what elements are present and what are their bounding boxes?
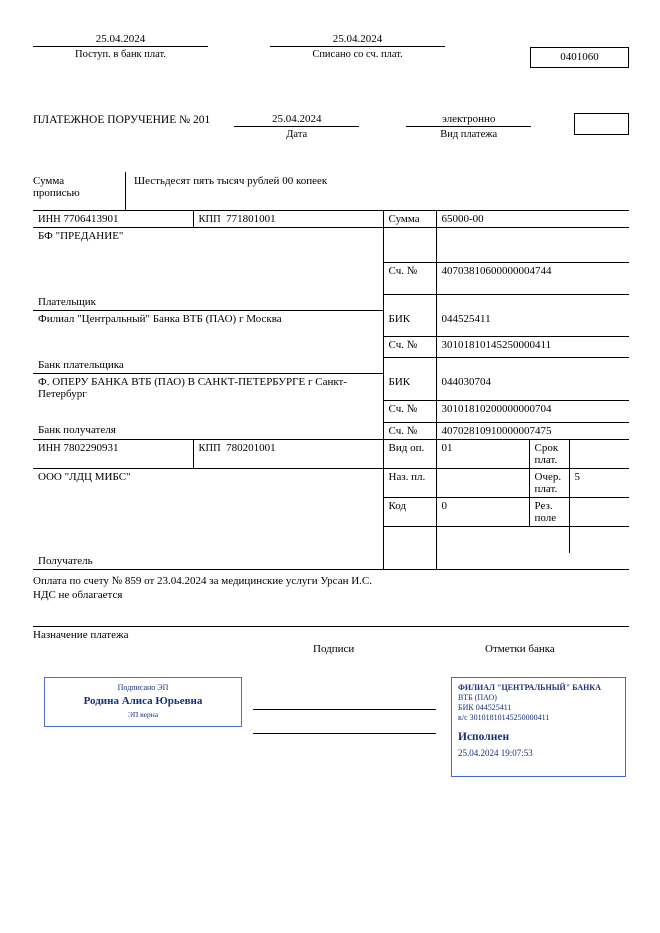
payee-kpp-cell (193, 439, 383, 468)
writtenoff-date-value: 25.04.2024 (270, 33, 445, 47)
payee-caption: Получатель (33, 553, 383, 570)
reserve-label-cell: Рез. поле (529, 497, 569, 526)
payment-kind-field (406, 113, 531, 140)
spacer-cell-2 (436, 294, 629, 311)
sum-in-words-value: Шестьдесят пять тысяч рублей 00 копеек (125, 172, 629, 210)
purpose-line-1: Оплата по счету № 859 от 23.04.2024 за медицинские услуги Урсан И.С. (33, 574, 372, 587)
spacer-cell-9 (383, 553, 436, 570)
code-label-cell: Код (383, 497, 436, 526)
purpose-line-2: НДС не облагается (33, 588, 123, 601)
payer-kpp-label: КПП (198, 214, 221, 225)
page-title: ПЛАТЕЖНОЕ ПОРУЧЕНИЕ № 201 (33, 114, 211, 126)
payment-term-label-cell: Срок плат. (529, 439, 569, 468)
payer-name-cell (33, 228, 383, 295)
document-date-field (234, 113, 359, 140)
purpose-code-label-cell: Наз. пл. (383, 468, 436, 497)
payer-bank-bik-label: БИК (383, 311, 436, 337)
bank-stamp-correspondent-account: к/с 30101810145250000411 (458, 712, 550, 722)
payer-account-value: 40703810600000004744 (436, 263, 629, 295)
bank-stamp-line1: ФИЛИАЛ "ЦЕНТРАЛЬНЫЙ" БАНКА (458, 682, 601, 692)
payment-kind-label: Вид платежа (440, 129, 498, 140)
payee-bank-bik-label: БИК (383, 374, 436, 401)
payer-name-value: БФ "ПРЕДАНИЕ" (38, 230, 124, 242)
payer-bank-name-value: Филиал "Центральный" Банка ВТБ (ПАО) г Москва (38, 313, 282, 325)
payee-inn-value: 7802290931 (63, 441, 119, 454)
payee-name-value: ООО "ЛДЦ МИБС" (38, 470, 131, 483)
esign-stamp-valid: ЭП верна (127, 709, 159, 719)
table-row-payee-inn (33, 439, 629, 468)
table-row-payer-name (33, 228, 629, 263)
payer-bank-name-cell (33, 311, 383, 358)
payee-name-cell (33, 468, 383, 553)
purpose-code-value-cell (436, 468, 529, 497)
payer-bank-account-label: Сч. № (383, 336, 436, 357)
purpose-text (33, 574, 629, 602)
payer-bank-caption: Банк плательщика (33, 357, 383, 374)
received-date-label: Поступ. в банк плат. (75, 49, 166, 60)
payee-bank-caption: Банк получателя (33, 422, 383, 439)
esign-stamp-line1: Подписано ЭП (117, 682, 169, 692)
payer-inn-label: ИНН (38, 214, 61, 225)
table-row-payee-caption (33, 553, 629, 570)
payer-bank-account-value: 30101810145250000411 (436, 336, 629, 357)
spacer-cell-4 (436, 357, 629, 374)
spacer-cell-7 (529, 526, 569, 553)
table-row-payer-bank-caption (33, 357, 629, 374)
payee-bank-account-value: 30101810200000000704 (436, 400, 629, 422)
document-sheet (33, 33, 629, 797)
form-code-box: 0401060 (530, 47, 629, 68)
table-row-payer-bank-name (33, 311, 629, 337)
table-row-payee-bank-caption (33, 422, 629, 439)
document-date-value: 25.04.2024 (234, 113, 359, 127)
bank-execution-stamp (451, 677, 626, 777)
payee-inn-label: ИНН (38, 442, 61, 454)
payer-inn-value: 7706413901 (63, 213, 119, 225)
op-kind-value-cell: 01 (436, 439, 529, 468)
table-row-payee-name (33, 468, 629, 497)
payer-account-label: Сч. № (383, 263, 436, 295)
payer-caption: Плательщик (33, 294, 383, 311)
payer-bank-bik-value: 044525411 (436, 311, 629, 337)
spacer-cell-8 (569, 526, 629, 553)
queue-value-cell: 5 (569, 468, 629, 497)
table-row-payer-caption (33, 294, 629, 311)
payee-kpp-label: КПП (198, 442, 221, 454)
table-row-payer-inn (33, 211, 629, 228)
sum-label-cell: Сумма (383, 211, 436, 228)
writtenoff-date-label: Списано со сч. плат. (312, 49, 403, 60)
spacer-cell-5 (383, 526, 436, 553)
payment-kind-value: электронно (406, 113, 531, 127)
payee-account-label-cell: Сч. № (383, 422, 436, 439)
top-dates-row (33, 33, 629, 83)
sum-in-words-label-line2: прописью (33, 187, 80, 199)
payee-bank-bik-value: 044030704 (436, 374, 629, 401)
bank-stamp-datetime: 25.04.2024 19:07:53 (458, 747, 533, 758)
bank-marks-caption: Отметки банка (485, 642, 555, 655)
signature-line-1 (253, 709, 436, 710)
queue-label-cell: Очер. плат. (529, 468, 569, 497)
writtenoff-date-field (270, 33, 445, 60)
document-title-row (33, 113, 629, 149)
spacer-cell-6 (436, 526, 529, 553)
table-row-payee-bank-name (33, 374, 629, 401)
payer-kpp-value: 771801001 (226, 213, 276, 225)
payee-bank-name-value: Ф. ОПЕРУ БАНКА ВТБ (ПАО) В САНКТ-ПЕТЕРБУРГЕ г Санкт-Петербург (38, 376, 348, 400)
op-kind-label-cell: Вид оп. (383, 439, 436, 468)
payee-account-value: 40702810910000007475 (436, 422, 629, 439)
sum-in-words-label-line1: Сумма (33, 175, 65, 187)
sum-value-cell: 65000-00 (436, 211, 629, 228)
payer-inn-cell (33, 211, 193, 228)
code-value-cell: 0 (436, 497, 529, 526)
payee-bank-name-cell (33, 374, 383, 423)
esign-stamp-name: Родина Алиса Юрьевна (83, 694, 203, 707)
payee-kpp-value: 780201001 (226, 441, 276, 454)
footer-captions-row (33, 643, 629, 659)
bank-stamp-line2: ВТБ (ПАО) (458, 692, 497, 702)
electronic-signature-stamp (44, 677, 242, 727)
bank-stamp-bik: БИК 044525411 (458, 702, 512, 712)
purpose-caption: Назначение платежа (33, 626, 629, 641)
signature-line-2 (253, 733, 436, 734)
spacer-cell-3 (383, 357, 436, 374)
spacer-cell-1 (383, 294, 436, 311)
signatures-caption: Подписи (313, 642, 355, 655)
reserved-empty-box (574, 113, 629, 135)
payee-bank-account-label: Сч. № (383, 400, 436, 422)
received-date-value: 25.04.2024 (33, 33, 208, 47)
payer-account-label-cell (383, 228, 436, 263)
payment-details-table (33, 211, 629, 570)
document-date-label: Дата (286, 129, 308, 140)
stamps-area (33, 677, 629, 797)
payee-inn-cell (33, 439, 193, 468)
sum-in-words-label (33, 172, 125, 210)
sum-in-words-row (33, 172, 629, 211)
reserve-value-cell (569, 497, 629, 526)
received-date-field (33, 33, 208, 60)
payer-account-empty-cell (436, 228, 629, 263)
payment-term-value-cell (569, 439, 629, 468)
payer-kpp-cell (193, 211, 383, 228)
bank-stamp-status: Исполнен (458, 730, 510, 743)
spacer-cell-10 (436, 553, 629, 570)
